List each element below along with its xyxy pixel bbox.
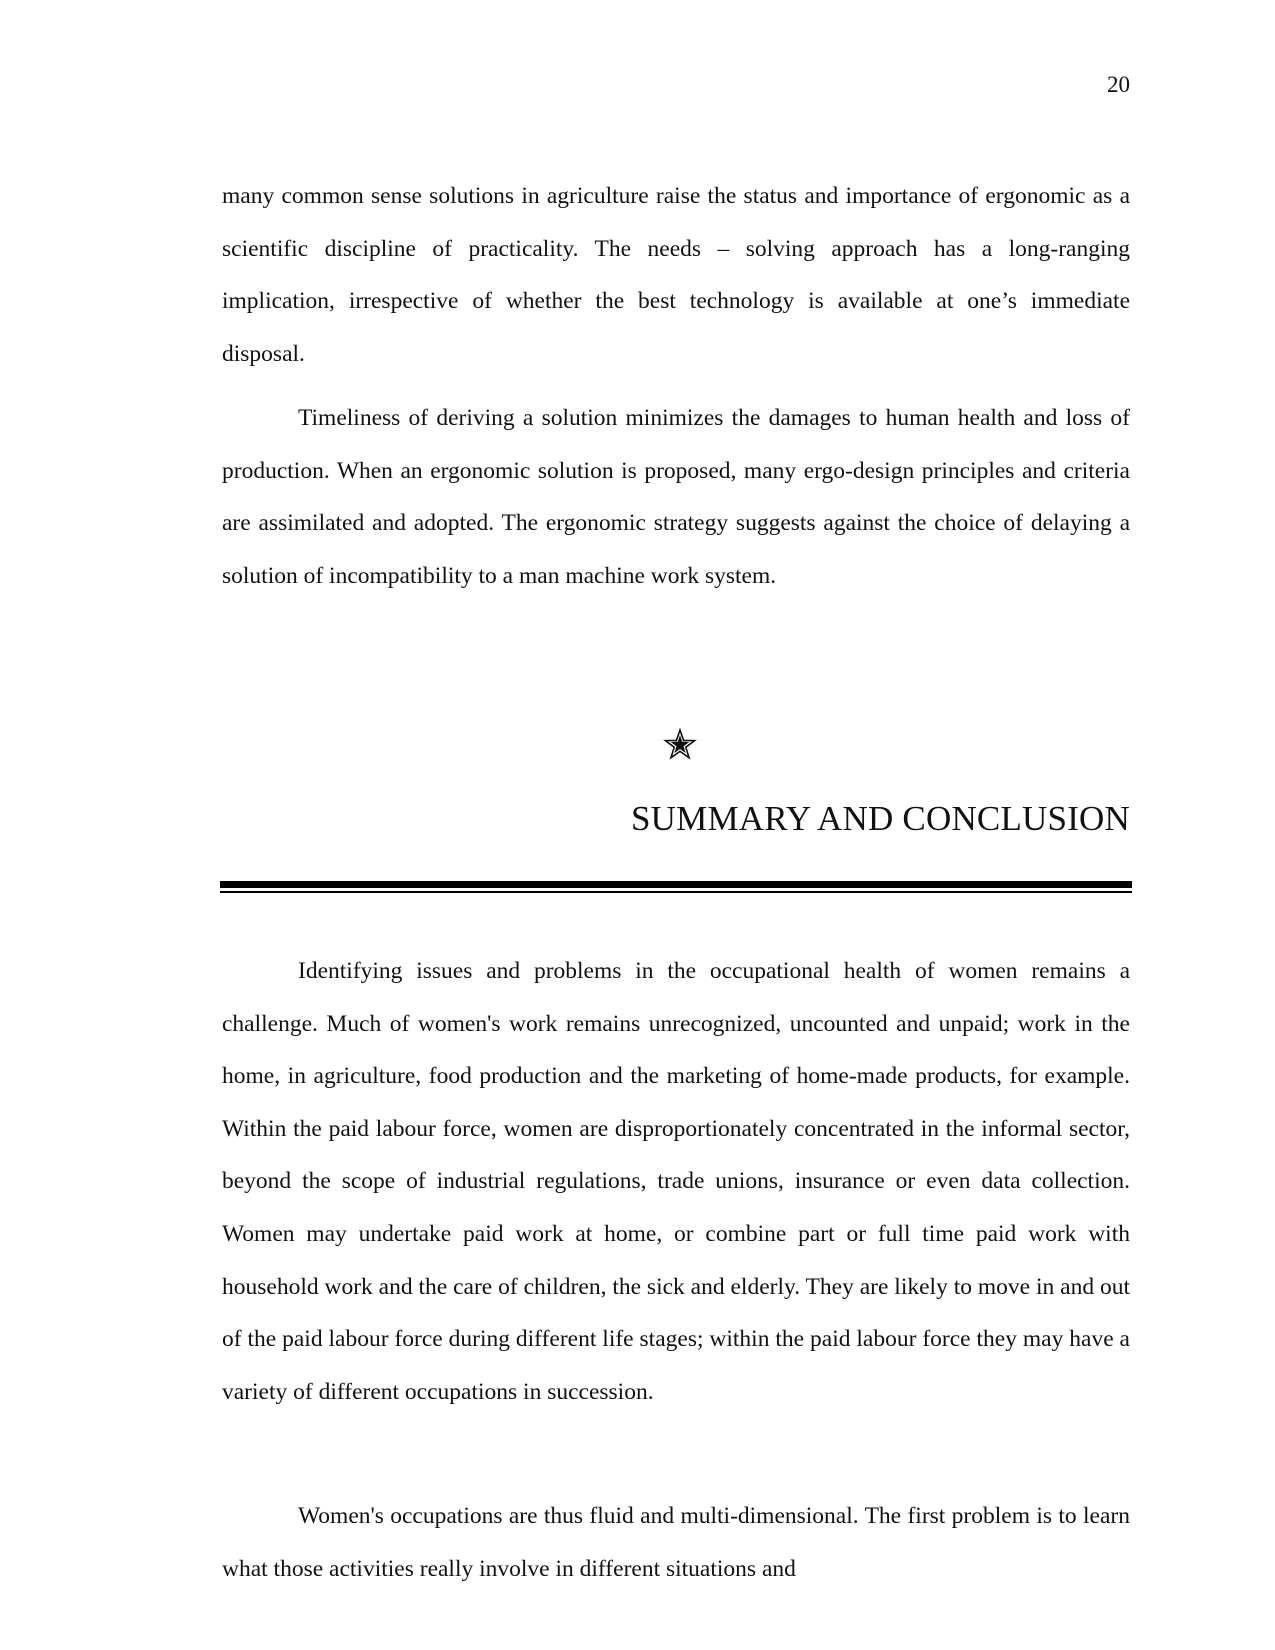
section-title: SUMMARY AND CONCLUSION <box>630 799 1130 838</box>
section-divider-thin <box>220 891 1132 893</box>
body-paragraph: Identifying issues and problems in the occupational health of women remains a challenge. Much of women's work remains unrecognized, uncounted and unpaid; work in the home, in agriculture, food production and the marketing of home-made products, for example. Within the paid labour force, women are disproportionately concentrated in the informal sector, beyond the scope of industrial regulations, trade unions, insurance or even data collection. Women may undertake paid work at home, or combine part or full time paid work with household work and the care of children, the sick and elderly. They are likely to move in and out of the paid labour force during different life stages; within the paid labour force they may have a variety of different occupations in succession. <box>222 958 1130 1405</box>
body-paragraph: Women's occupations are thus fluid and multi-dimensional. The first problem is to learn what those activities really involve in different situations and <box>222 1503 1130 1582</box>
page-number: 20 <box>1107 72 1130 97</box>
body-paragraph-continued: many common sense solutions in agriculture raise the status and importance of ergonomic as a scientific discipline of practicality. The needs – solving approach has a long-ranging implication, irrespective of whether the best technology is available at one’s immediate disposal. <box>222 183 1130 367</box>
star-icon <box>663 728 697 762</box>
section-divider-thick <box>220 881 1132 888</box>
body-paragraph: Timeliness of deriving a solution minimizes the damages to human health and loss of production. When an ergonomic solution is proposed, many ergo-design principles and criteria are assimilated and adopted. The ergonomic strategy suggests against the choice of delaying a solution of incompatibility to a man machine work system. <box>222 405 1130 589</box>
